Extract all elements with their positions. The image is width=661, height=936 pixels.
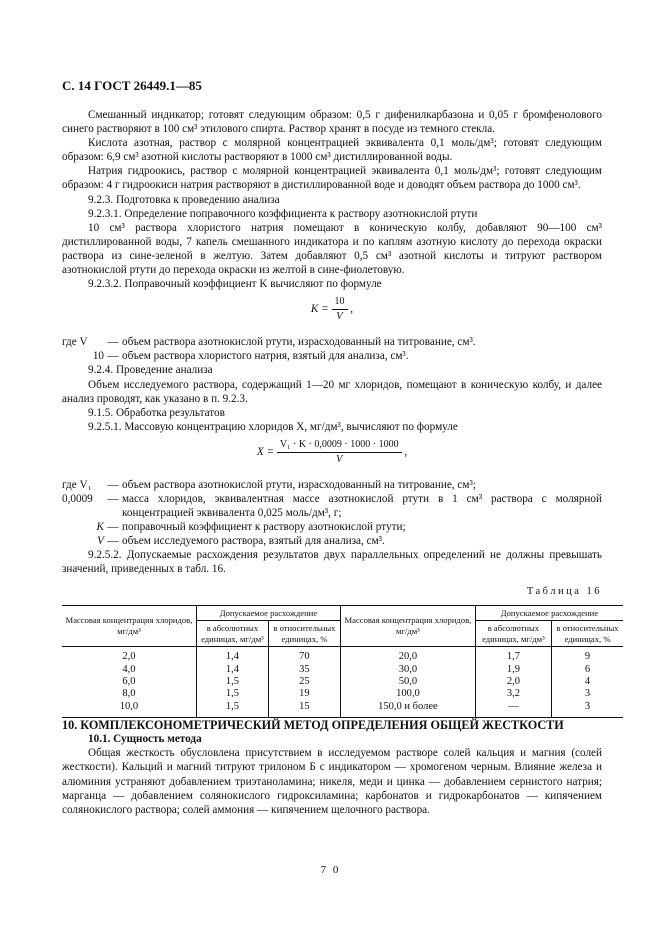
- cell-rel: 19: [268, 688, 340, 700]
- formula-x-numerator: V₁ · K · 0,0009 · 1000 · 1000: [277, 438, 402, 453]
- cell-abs: —: [475, 701, 551, 718]
- cell-abs: 1,7: [475, 647, 551, 664]
- section-title: 10. КОМПЛЕКСОНОМЕТРИЧЕСКИЙ МЕТОД ОПРЕДЕЛЕНИЯ ОБЩЕЙ ЖЕСТКОСТИ: [62, 718, 564, 733]
- formula-k-numerator: 10: [332, 295, 348, 310]
- paragraph-sodium-hydroxide: Натрия гидроокись, раствор с молярной концентрацией эквивалента 0,1 моль/дм³; готовят следующим образом: 4 г гидроокиси натрия растворяют в дистиллированной воде и доводят объем раствора до 1000 см³.: [62, 165, 602, 192]
- subsection-9-2-4: 9.2.4. Проведение анализа: [88, 364, 213, 377]
- page-header: С. 14 ГОСТ 26449.1—85: [62, 78, 202, 93]
- formula-k-tail: ,: [350, 303, 354, 316]
- header-allowed-right: Допускаемое расхождение: [475, 605, 623, 621]
- cell-abs: 3,2: [475, 688, 551, 700]
- cell-abs: 1,5: [196, 688, 268, 700]
- cell-conc: 8,0: [62, 688, 196, 700]
- paragraph-analysis: Объем исследуемого раствора, содержащий 1—20 мг хлоридов, помещают в коническую колбу, и далее анализ проводят, как указано в п. 9.2.3.: [62, 378, 602, 405]
- table-row: [62, 676, 623, 688]
- cell-rel: 3: [551, 701, 623, 718]
- header-concentration-left: Массовая концентрация хлоридов, мг/дм³: [62, 605, 196, 647]
- definitions-x: [62, 478, 602, 548]
- definition-dash: —: [107, 492, 119, 505]
- cell-conc: 150,0 и более: [340, 701, 475, 718]
- definition-row: [62, 492, 602, 520]
- definition-dash: —: [107, 336, 119, 349]
- definition-row: [62, 520, 602, 534]
- table-16: [62, 605, 623, 719]
- definition-row: [62, 534, 602, 548]
- subsection-9-2-3: 9.2.3. Подготовка к проведению анализа: [88, 193, 280, 206]
- subsection-9-2-5-1: 9.2.5.1. Массовую концентрацию хлоридов X, мг/дм³, вычисляют по формуле: [88, 420, 458, 433]
- table-row: [62, 701, 623, 718]
- definition-symbol: V: [97, 535, 104, 548]
- cell-conc: 100,0: [340, 688, 475, 700]
- cell-rel: 3: [551, 688, 623, 700]
- definition-text: поправочный коэффициент к раствору азотнокислой ртути;: [122, 521, 406, 534]
- paragraph-mixed-indicator: Смешанный индикатор; готовят следующим образом: 0,5 г дифенилкарбазона и 0,05 г бромфенолового синего растворяют в 100 см³ этилового спирта. Раствор хранят в посуде из темного стекла.: [62, 109, 602, 136]
- definition-dash: —: [107, 478, 119, 491]
- cell-rel: 35: [268, 664, 340, 676]
- formula-k-lhs: K =: [310, 303, 329, 316]
- cell-abs: 1,4: [196, 664, 268, 676]
- subsection-9-2-5-2: 9.2.5.2. Допускаемые расхождения результатов двух параллельных определений не должны превышать значений, приведенных в табл. 16.: [62, 549, 602, 576]
- definition-symbol: 0,0009: [62, 492, 93, 505]
- document-body: [62, 108, 619, 817]
- definition-row: [62, 349, 602, 363]
- definition-symbol: где V: [62, 336, 88, 349]
- cell-rel: 25: [268, 676, 340, 688]
- formula-x-lhs: X =: [256, 446, 275, 459]
- cell-rel: 70: [268, 647, 340, 664]
- definition-text: объем исследуемого раствора, взятый для анализа, см³.: [122, 535, 385, 548]
- definition-text: объем раствора хлористого натрия, взятый для анализа, см³.: [122, 350, 409, 363]
- cell-rel: 4: [551, 676, 623, 688]
- definition-symbol: 10: [92, 350, 104, 363]
- table-caption: Таблица 16: [526, 585, 602, 597]
- subsection-title: 10.1. Сущность метода: [88, 733, 202, 746]
- definition-text: объем раствора азотнокислой ртути, израсходованный на титрование, см³.: [122, 336, 476, 349]
- cell-rel: 6: [551, 664, 623, 676]
- page-number: 7 0: [320, 864, 341, 876]
- definitions-k: [62, 335, 602, 363]
- cell-conc: 6,0: [62, 676, 196, 688]
- formula-k-denominator: V: [336, 311, 343, 323]
- definition-dash: —: [107, 350, 119, 363]
- table-row: [62, 688, 623, 700]
- subsection-9-2-3-1: 9.2.3.1. Определение поправочного коэффициента к раствору азотнокислой ртути: [88, 207, 478, 220]
- formula-x: [62, 438, 602, 476]
- definition-text: масса хлоридов, эквивалентная массе азотнокислой ртути в 1 см³ раствора с молярной концентрацией эквивалента 0,025 моль/дм³, г;: [122, 492, 602, 520]
- definition-symbol: K: [96, 521, 104, 534]
- formula-k-fraction: [332, 295, 348, 324]
- cell-abs: 1,5: [196, 676, 268, 688]
- table-row: [62, 664, 623, 676]
- subsection-9-2-3-2: 9.2.3.2. Поправочный коэффициент K вычисляют по формуле: [88, 278, 382, 291]
- paragraph-method-essence: Общая жесткость обусловлена присутствием в исследуемом растворе солей кальция и магния (солей жесткости). Кальций и магний титруют трилоном Б с индикатором — хромогеном черным. Влияние железа и алюминия устраняют добавлением триэтаноламина; никеля, меди и цинка — добавлением сернистого натрия; марганца — добавлением солянокислого гидроксиламина; карбонатов и гидрокарбонатов — кипячением солянокислого раствора; солей аммония — кипячением щелочного раствора.: [62, 747, 602, 816]
- header-absolute-left: в абсолютных единицах, мг/дм³: [196, 621, 268, 647]
- subsection-9-1-5: 9.1.5. Обработка результатов: [88, 406, 225, 419]
- paragraph-coefficient-procedure: 10 см³ раствора хлористого натрия помещают в коническую колбу, добавляют 90—100 см³ дистиллированной воды, 7 капель смешанного индикатора и по каплям азотную кислоту до перехода окраски раствора из сине-зеленой в желтую. Затем добавляют 0,5 см³ азотной кислоты и титруют раствором азотнокислой ртути до перехода окраски из желтой в сине-фиолетовую.: [62, 221, 602, 277]
- header-allowed-left: Допускаемое расхождение: [196, 605, 340, 621]
- cell-conc: 2,0: [62, 647, 196, 664]
- cell-rel: 15: [268, 701, 340, 718]
- paragraph-nitric-acid: Кислота азотная, раствор с молярной концентрацией эквивалента 0,1 моль/дм³; готовят следующим образом: 6,9 см³ азотной кислоты растворяют в 1000 см³ дистиллированной воды.: [62, 137, 602, 164]
- cell-abs: 1,9: [475, 664, 551, 676]
- cell-conc: 10,0: [62, 701, 196, 718]
- table-row: [62, 647, 623, 664]
- header-concentration-right: Массовая концентрация хлоридов, мг/дм³: [340, 605, 475, 647]
- cell-rel: 9: [551, 647, 623, 664]
- definition-dash: —: [107, 535, 119, 548]
- header-relative-right: в относительных единицах, %: [551, 621, 623, 647]
- cell-conc: 50,0: [340, 676, 475, 688]
- definition-row: [62, 335, 602, 349]
- definition-row: [62, 478, 602, 492]
- definition-symbol: где V₁: [62, 478, 92, 491]
- formula-k: [62, 295, 602, 333]
- cell-abs: 1,4: [196, 647, 268, 664]
- definition-text: объем раствора азотнокислой ртути, израсходованный на титрование, см³;: [122, 478, 476, 491]
- cell-abs: 2,0: [475, 676, 551, 688]
- formula-x-denominator: V: [335, 453, 343, 465]
- definition-dash: —: [107, 521, 119, 534]
- formula-x-tail: ,: [404, 446, 408, 459]
- cell-conc: 20,0: [340, 647, 475, 664]
- formula-x-fraction: [277, 438, 402, 467]
- header-absolute-right: в абсолютных единицах, мг/дм³: [475, 621, 551, 647]
- header-relative-left: в относительных единицах, %: [268, 621, 340, 647]
- cell-conc: 4,0: [62, 664, 196, 676]
- cell-conc: 30,0: [340, 664, 475, 676]
- cell-abs: 1,5: [196, 701, 268, 718]
